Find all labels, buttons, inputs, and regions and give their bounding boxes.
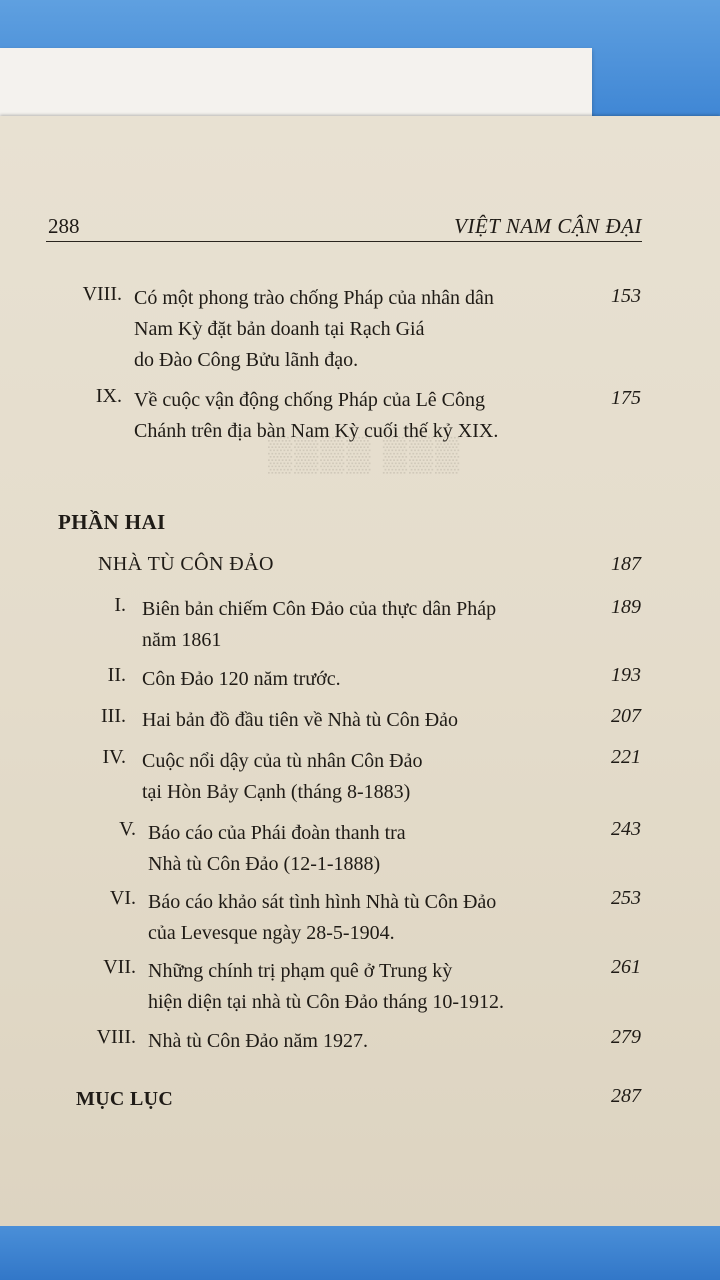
entry-line: tại Hòn Bảy Cạnh (tháng 8-1883) bbox=[142, 781, 411, 803]
contents-page: 287 bbox=[611, 1085, 641, 1107]
entry-line: Báo cáo của Phái đoàn thanh tra bbox=[148, 822, 406, 844]
entry-numeral: VII. bbox=[103, 956, 136, 978]
entry-line: Nhà tù Côn Đảo năm 1927. bbox=[148, 1030, 368, 1052]
entry-line: Chánh trên địa bàn Nam Kỳ cuối thế kỷ XIX. bbox=[134, 420, 499, 442]
entry-line: Côn Đảo 120 năm trước. bbox=[142, 668, 341, 690]
entry-line: Báo cáo khảo sát tình hình Nhà tù Côn Đảo bbox=[148, 891, 497, 913]
entry-numeral: VIII. bbox=[96, 1026, 136, 1048]
page-number: 288 bbox=[48, 214, 80, 238]
entry-line: Hai bản đồ đầu tiên về Nhà tù Côn Đảo bbox=[142, 709, 459, 731]
entry-line: hiện diện tại nhà tù Côn Đảo tháng 10-1912. bbox=[148, 991, 505, 1013]
contents-heading: MỤC LỤC bbox=[76, 1088, 174, 1110]
entry-numeral: IV. bbox=[102, 746, 126, 768]
entry-line: do Đào Công Bửu lãnh đạo. bbox=[134, 349, 359, 371]
entry-numeral: II. bbox=[107, 664, 126, 686]
entry-page: 175 bbox=[611, 387, 641, 409]
entry-line: Những chính trị phạm quê ở Trung kỳ bbox=[148, 960, 453, 982]
entry-page: 193 bbox=[611, 664, 641, 686]
entry-numeral: V. bbox=[119, 818, 136, 840]
background-surface-bottom bbox=[0, 1226, 720, 1280]
entry-numeral: VI. bbox=[109, 887, 136, 909]
entry-page: 153 bbox=[611, 285, 641, 307]
entry-numeral: IX. bbox=[95, 385, 122, 407]
chapter-title: NHÀ TÙ CÔN ĐẢO bbox=[98, 553, 274, 575]
entry-page: 189 bbox=[611, 596, 641, 618]
bleed-through-text: ▒▒▒▒ ▒▒▒ bbox=[268, 436, 462, 473]
entry-page: 261 bbox=[611, 956, 641, 978]
entry-line: của Levesque ngày 28-5-1904. bbox=[148, 922, 395, 944]
entry-page: 221 bbox=[611, 746, 641, 768]
entry-page: 253 bbox=[611, 887, 641, 909]
entry-line: Có một phong trào chống Pháp của nhân dân bbox=[134, 287, 494, 309]
entry-numeral: VIII. bbox=[82, 283, 122, 305]
entry-numeral: III. bbox=[101, 705, 126, 727]
part-heading: PHẦN HAI bbox=[58, 510, 166, 534]
entry-page: 243 bbox=[611, 818, 641, 840]
entry-line: Nam Kỳ đặt bản doanh tại Rạch Giá bbox=[134, 318, 425, 340]
entry-numeral: I. bbox=[114, 594, 126, 616]
entry-line: Biên bản chiếm Côn Đảo của thực dân Pháp bbox=[142, 598, 497, 620]
entry-line: năm 1861 bbox=[142, 629, 222, 651]
entry-page: 279 bbox=[611, 1026, 641, 1048]
chapter-page: 187 bbox=[611, 553, 641, 575]
running-title: VIỆT NAM CẬN ĐẠI bbox=[454, 214, 642, 238]
entry-line: Nhà tù Côn Đảo (12-1-1888) bbox=[148, 853, 381, 875]
entry-line: Cuộc nổi dậy của tù nhân Côn Đảo bbox=[142, 750, 423, 772]
entry-line: Về cuộc vận động chống Pháp của Lê Công bbox=[134, 389, 486, 411]
entry-page: 207 bbox=[611, 705, 641, 727]
header-rule bbox=[46, 241, 642, 242]
